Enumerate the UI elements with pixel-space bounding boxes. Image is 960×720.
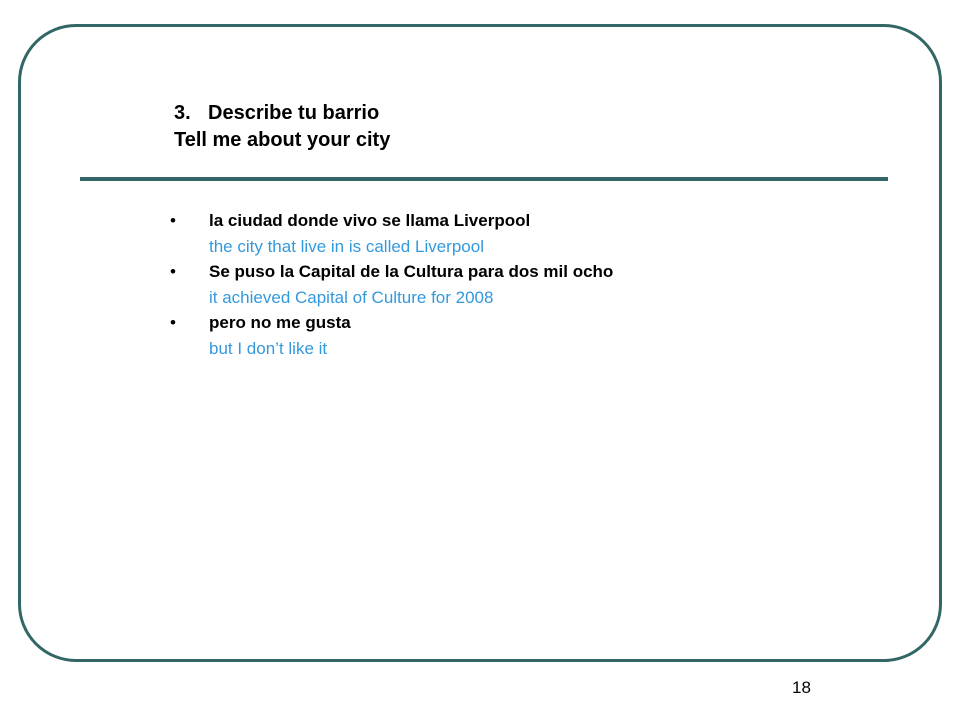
english-translation: but I don’t like it [209,338,328,358]
spanish-phrase: Se puso la Capital de la Cultura para dos mil ocho [209,262,614,281]
bullet-icon: • [170,211,176,230]
bullet-icon: • [170,262,176,281]
spanish-phrase: pero no me gusta [209,313,351,332]
english-translation: it achieved Capital of Culture for 2008 [209,287,494,307]
list-item [170,310,613,361]
bullet-icon: • [170,313,176,332]
slide-subtitle: Tell me about your city [174,129,391,151]
bullet-list [170,208,613,361]
list-item [170,208,613,259]
list-item [170,259,613,310]
english-translation: the city that live in is called Liverpool [209,236,484,256]
page-number: 18 [792,678,811,697]
divider-rule [80,177,888,181]
title-block [174,100,390,154]
slide-title: Describe tu barrio [208,102,380,124]
title-number: 3. [174,102,191,124]
spanish-phrase: la ciudad donde vivo se llama Liverpool [209,211,531,230]
slide-title-line [174,100,390,127]
